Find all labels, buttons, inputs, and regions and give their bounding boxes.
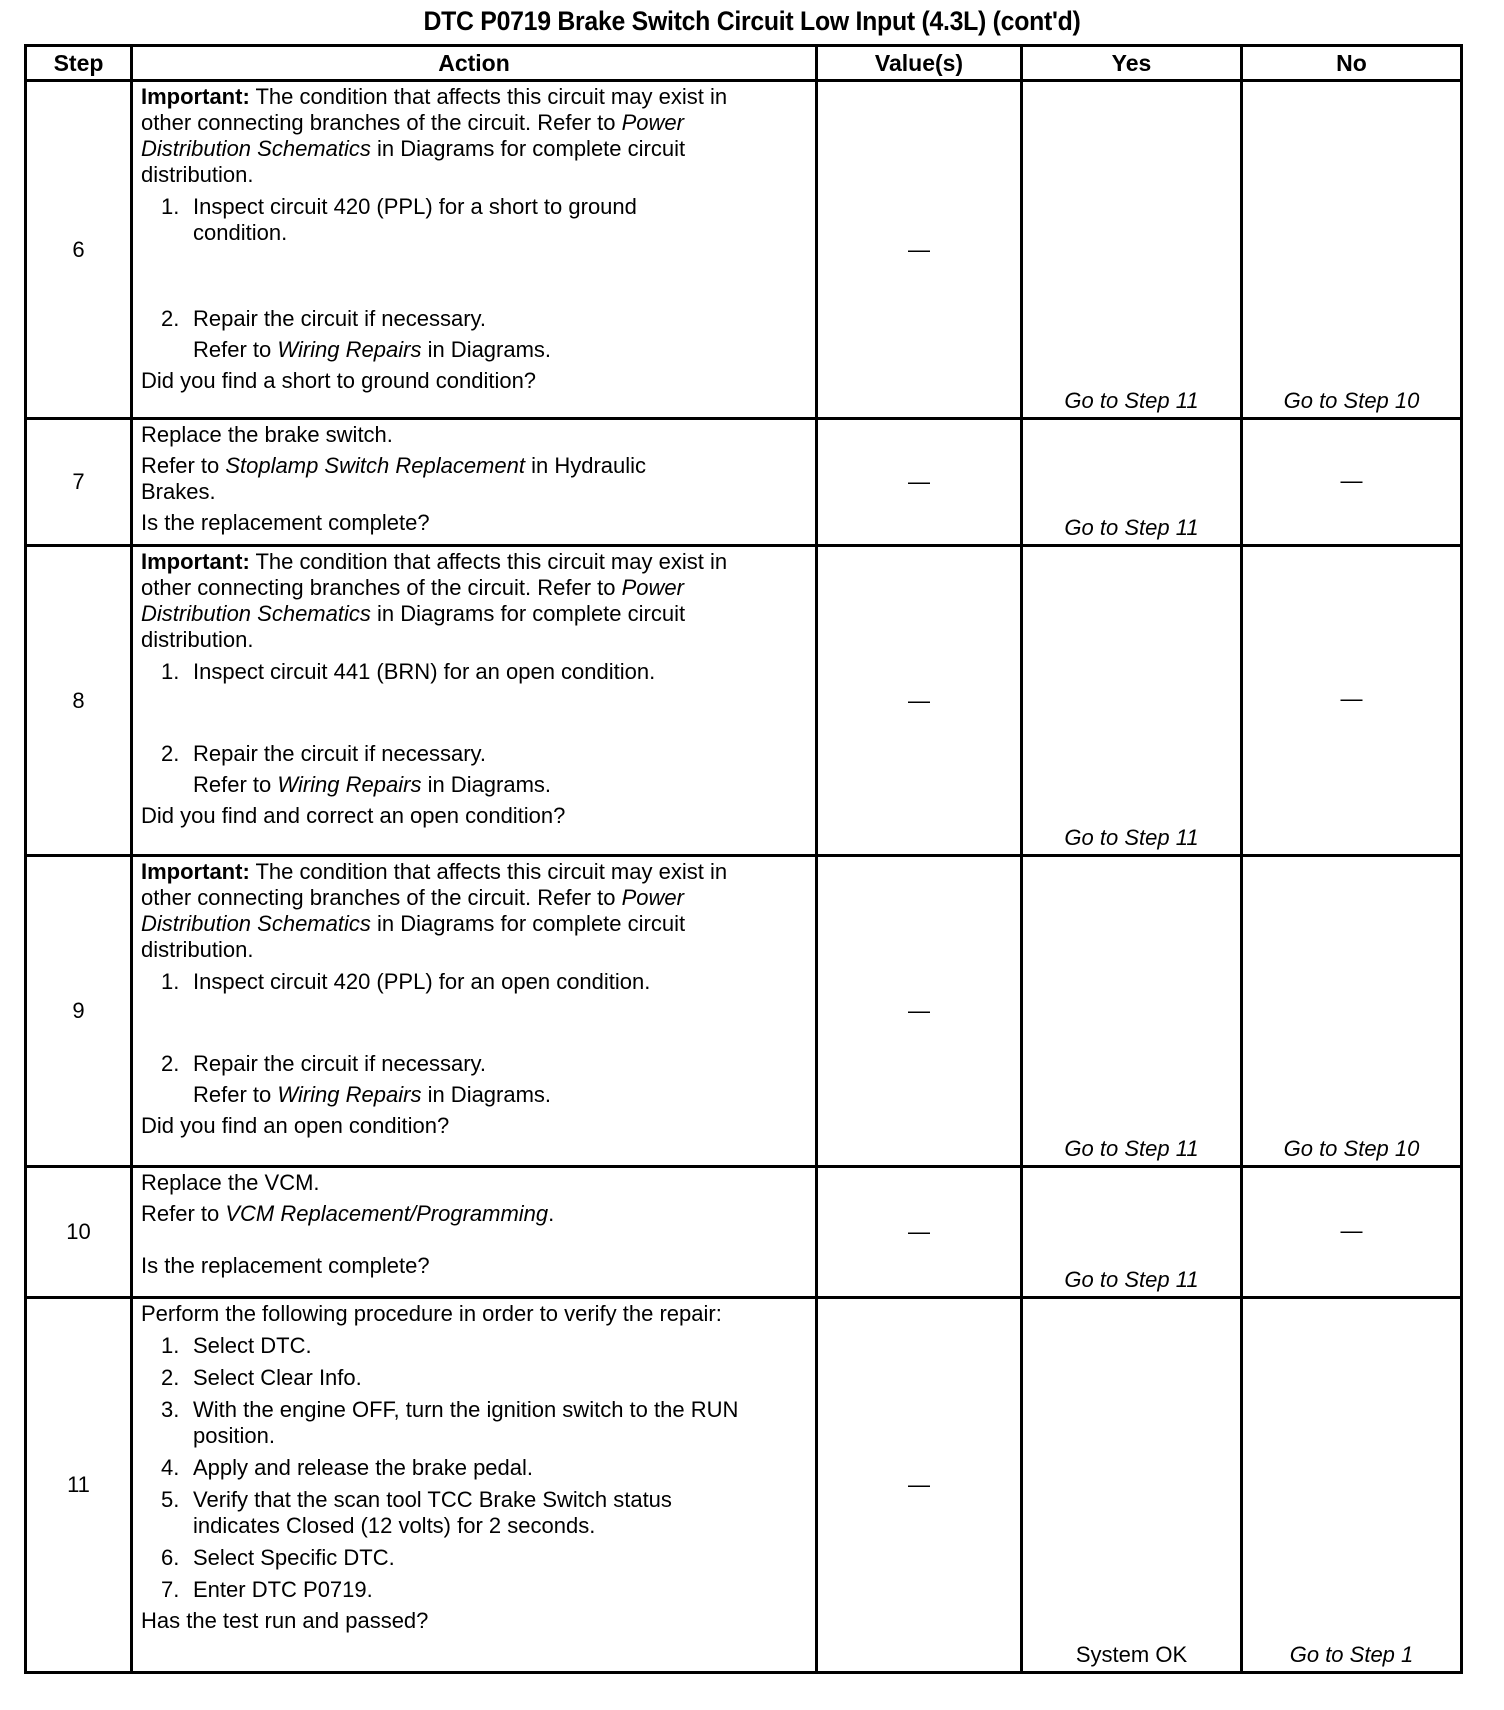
list-item [141,1455,807,1481]
header-values: Value(s) [817,46,1022,81]
no-cell: Go to Step 1 [1242,1298,1462,1673]
item-number: 7. [161,1577,180,1602]
ref-link: Wiring Repairs [277,337,422,362]
important-note [141,84,741,188]
item-number: 5. [161,1487,180,1512]
list-item [141,194,691,246]
item-text: Select DTC. [193,1333,312,1358]
ref-prefix: Refer to [141,1201,226,1226]
instruction: Replace the brake switch. [141,422,393,447]
item-number: 6. [161,1545,180,1570]
action-cell [132,1167,817,1298]
ref-link: Wiring Repairs [277,772,422,797]
list-item [141,1487,761,1539]
question: Did you find a short to ground condition? [141,368,537,393]
important-text: The condition that affects this circuit may exist in other connecting branches of the circuit. Refer to [141,549,728,600]
ref-suffix: in Diagrams. [421,1082,552,1107]
item-text: Select Specific DTC. [193,1545,395,1570]
wiring-reference [141,772,807,798]
ref-prefix: Refer to [193,1082,278,1107]
list-item [141,1333,807,1359]
value-cell: — [817,1167,1022,1298]
step-number: 6 [26,81,132,419]
ref-suffix: in Hydraulic Brakes. [141,453,647,504]
table-row-step-11 [26,1298,1462,1673]
step-number: 10 [26,1167,132,1298]
item-number: 4. [161,1455,180,1480]
yes-cell: Go to Step 11 [1022,81,1242,419]
important-text: The condition that affects this circuit may exist in other connecting branches of the circuit. Refer to [141,84,728,135]
action-cell [132,856,817,1167]
item-text: Select Clear Info. [193,1365,362,1390]
yes-cell: Go to Step 11 [1022,546,1242,856]
important-text: The condition that affects this circuit may exist in other connecting branches of the circuit. Refer to [141,859,728,910]
no-cell: — [1242,419,1462,546]
wiring-reference [141,1082,807,1108]
item-number: 1. [161,969,180,994]
item-text: Repair the circuit if necessary. [193,306,487,331]
yes-cell: System OK [1022,1298,1242,1673]
question: Did you find and correct an open condition? [141,803,566,828]
yes-cell: Go to Step 11 [1022,419,1242,546]
ref-link: VCM Replacement/Programming [225,1201,549,1226]
action-cell [132,1298,817,1673]
table-row-step-9 [26,856,1462,1167]
item-text: Inspect circuit 420 (PPL) for a short to ground condition. [193,194,637,245]
item-number: 3. [161,1397,180,1422]
diagnostic-table [24,44,1463,1674]
no-cell: — [1242,546,1462,856]
value-cell: — [817,856,1022,1167]
table-row-step-6 [26,81,1462,419]
page-title: DTC P0719 Brake Switch Circuit Low Input (4.3L) (cont'd) [423,6,1081,36]
item-text: Enter DTC P0719. [193,1577,373,1602]
item-text: With the engine OFF, turn the ignition switch to the RUN position. [193,1397,739,1448]
action-cell [132,546,817,856]
item-number: 1. [161,1333,180,1358]
ref-link: Wiring Repairs [277,1082,422,1107]
value-cell: — [817,1298,1022,1673]
item-text: Apply and release the brake pedal. [193,1455,534,1480]
table-row-step-8 [26,546,1462,856]
list-item [141,306,807,332]
header-row [26,46,1462,81]
item-number: 2. [161,1051,180,1076]
header-no: No [1242,46,1462,81]
item-text: Repair the circuit if necessary. [193,1051,487,1076]
list-item [141,1577,807,1603]
value-cell: — [817,419,1022,546]
item-number: 2. [161,741,180,766]
header-action: Action [132,46,817,81]
important-text-end: in Diagrams for complete circuit distribution. [141,136,686,187]
replacement-reference [141,1201,807,1227]
item-text: Verify that the scan tool TCC Brake Switch status indicates Closed (12 volts) for 2 seconds. [193,1487,672,1538]
item-number: 2. [161,306,180,331]
item-number: 1. [161,194,180,219]
schematics-reference: Power Distribution Schematics [141,575,684,626]
no-cell: Go to Step 10 [1242,81,1462,419]
table-row-step-7 [26,419,1462,546]
no-cell: Go to Step 10 [1242,856,1462,1167]
value-cell: — [817,81,1022,419]
schematics-reference: Power Distribution Schematics [141,110,684,161]
header-step: Step [26,46,132,81]
ref-suffix: in Diagrams. [421,772,552,797]
ref-suffix: in Diagrams. [421,337,552,362]
list-item [141,1545,807,1571]
ref-prefix: Refer to [141,453,226,478]
schematics-reference: Power Distribution Schematics [141,885,684,936]
wiring-reference [141,337,807,363]
step-number: 7 [26,419,132,546]
instruction: Replace the VCM. [141,1170,320,1195]
important-label: Important: [141,859,250,884]
item-number: 2. [161,1365,180,1390]
question: Did you find an open condition? [141,1113,450,1138]
list-item [141,1051,807,1077]
list-item [141,969,807,995]
ref-suffix: . [548,1201,555,1226]
step-number: 8 [26,546,132,856]
yes-cell: Go to Step 11 [1022,856,1242,1167]
important-note [141,859,741,963]
procedure-intro: Perform the following procedure in order to verify the repair: [141,1301,722,1326]
question: Is the replacement complete? [141,510,430,535]
no-cell: — [1242,1167,1462,1298]
table-row-step-10 [26,1167,1462,1298]
question: Has the test run and passed? [141,1608,429,1633]
ref-link: Stoplamp Switch Replacement [225,453,525,478]
action-cell [132,81,817,419]
header-yes: Yes [1022,46,1242,81]
step-number: 11 [26,1298,132,1673]
item-text: Inspect circuit 420 (PPL) for an open condition. [193,969,651,994]
value-cell: — [817,546,1022,856]
list-item [141,741,807,767]
item-text: Inspect circuit 441 (BRN) for an open condition. [193,659,656,684]
important-text-end: in Diagrams for complete circuit distribution. [141,911,686,962]
list-item [141,659,807,685]
replacement-reference [141,453,721,505]
list-item [141,1365,807,1391]
ref-prefix: Refer to [193,337,278,362]
important-label: Important: [141,84,250,109]
action-cell [132,419,817,546]
ref-prefix: Refer to [193,772,278,797]
item-text: Repair the circuit if necessary. [193,741,487,766]
list-item [141,1397,761,1449]
item-number: 1. [161,659,180,684]
question: Is the replacement complete? [141,1253,430,1278]
important-note [141,549,741,653]
yes-cell: Go to Step 11 [1022,1167,1242,1298]
important-label: Important: [141,549,250,574]
important-text-end: in Diagrams for complete circuit distribution. [141,601,686,652]
step-number: 9 [26,856,132,1167]
